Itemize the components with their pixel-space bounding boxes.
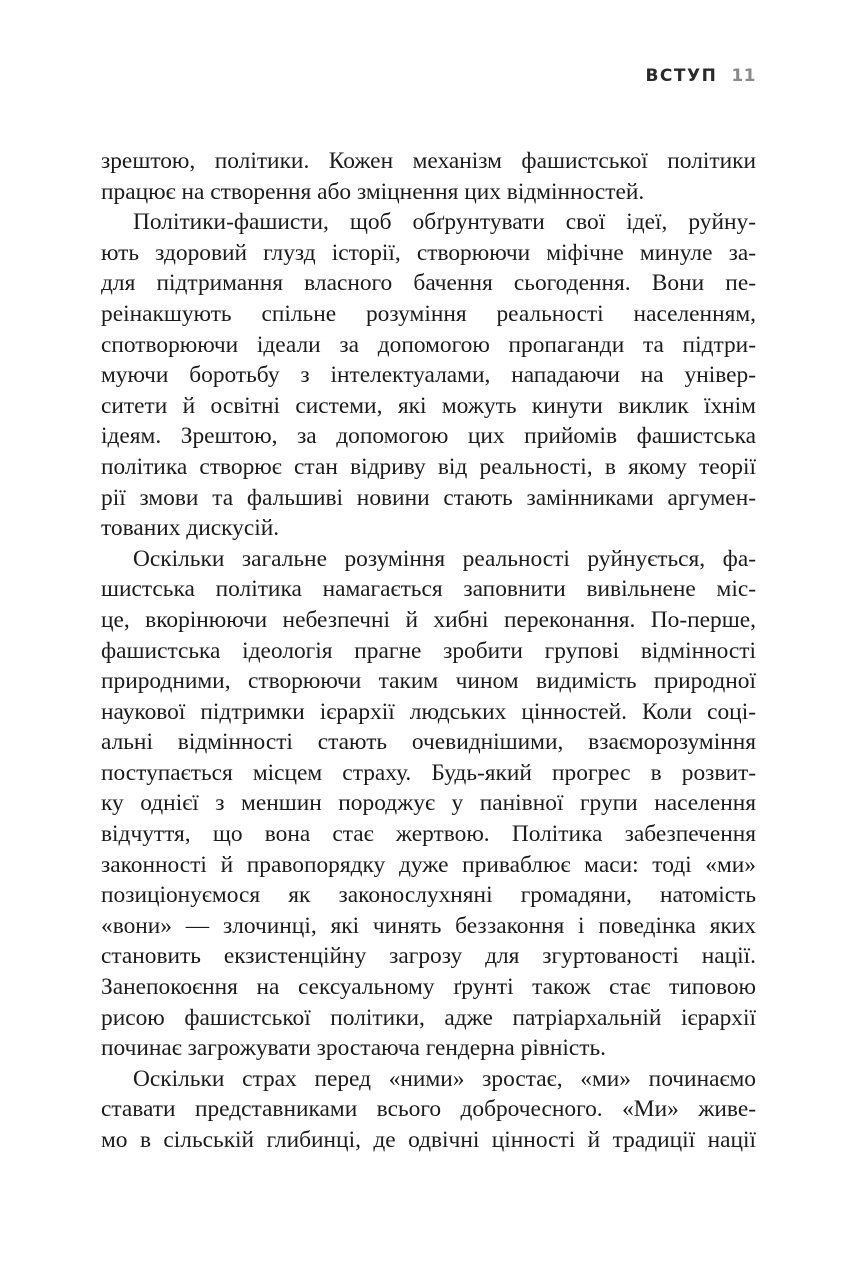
text-line: ситети й освітні системи, які можуть кинути виклик їхнім [101,392,756,419]
text-line: наукової підтримки ієрархії людських цінностей. Коли соці- [101,698,756,725]
text-line: спотворюючи ідеали за допомогою пропаганди та підтри- [101,331,756,358]
text-line: мо в сільській глибинці, де одвічні цінності й традиції нації [101,1127,756,1153]
text-line: ку однієї з меншин породжує у панівної групи населення [101,790,756,817]
text-line: ідеям. Зрештою, за допомогою цих прийомів фашистська [101,423,756,450]
text-line: відчуття, що вона стає жертвою. Політика забезпечення [101,821,756,848]
text-line: альні відмінності стають очевиднішими, взаєморозуміння [101,729,756,756]
text-line: становить екзистенційну загрозу для згуртованості нації. [101,943,756,970]
text-line: поступається місцем страху. Будь-який прогрес в розвит- [101,759,756,786]
text-line: «вони» — злочинці, які чинять беззаконня і поведінка яких [101,912,756,939]
page-number: 11 [731,66,756,86]
text-line: законності й правопорядку дуже приваблює маси: тоді «ми» [101,851,756,878]
text-line: ють здоровий глузд історії, створюючи міфічне минуле за- [101,239,756,266]
text-line: тованих дискусій. [101,515,280,542]
text-line: природними, створюючи таким чином видимість природної [101,668,756,695]
text-line: муючи боротьбу з інтелектуалами, нападаючи на універ- [101,362,756,389]
text-line: зрештою, політики. Кожен механізм фашистської політики [101,148,756,174]
text-line: Занепокоєння на сексуальному ґрунті також стає типовою [101,974,756,1001]
paragraph-first-line: Політики-фашисти, щоб обґрунтувати свої ідеї, руйну- [133,209,756,236]
text-line: позиціонуємося як законослухняні громадяни, натомість [101,882,756,909]
text-line: шистська політика намагається заповнити вивільнене міс- [101,576,756,603]
paragraph-first-line: Оскільки страх перед «ними» зростає, «ми» починаємо [133,1065,756,1092]
text-line: для підтримання власного бачення сьогодення. Вони пе- [101,270,756,297]
text-line: це, вкорінюючи небезпечні й хибні переконання. По-перше, [101,606,756,633]
paragraph-first-line: Оскільки загальне розуміння реальності руйнується, фа- [133,545,756,572]
text-line: фашистська ідеологія прагне зробити групові відмінності [101,637,756,664]
text-line: працює на створення або зміцнення цих відмінностей. [101,178,645,205]
text-line: реінакшують спільне розуміння реальності населенням, [101,300,756,327]
body-text [101,146,756,1156]
text-line: рисою фашистської політики, адже патріархальній ієрархії [101,1004,756,1031]
text-line: ставати представниками всього доброчесного. «Ми» живе- [101,1096,756,1123]
section-title: ВСТУП [645,66,718,86]
text-line: рії змови та фальшиві новини стають замінниками аргумен- [101,484,756,511]
text-line: політика створює стан відриву від реальності, в якому теорії [101,453,756,480]
text-line: починає загрожувати зростаюча гендерна рівність. [101,1035,606,1062]
running-header [645,66,756,86]
